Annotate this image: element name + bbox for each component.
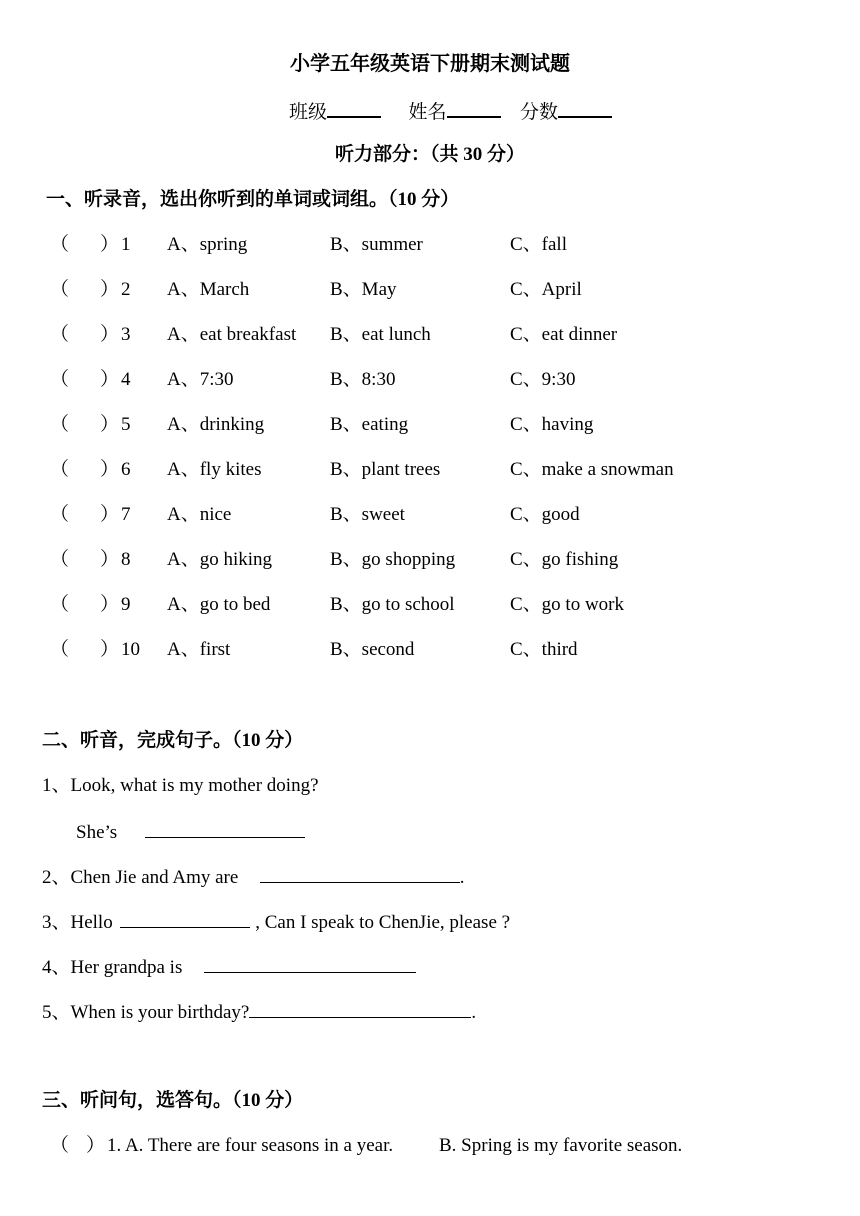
- class-label: 班级: [289, 102, 328, 123]
- section3-heading: 三、听问句，选答句。（10 分）: [42, 1090, 304, 1111]
- section3-q1-paren[interactable]: （: [50, 1135, 70, 1156]
- section1-heading: 一、听录音，选出你听到的单词或词组。（10 分）: [46, 189, 460, 210]
- option-b: B、go to school: [330, 594, 455, 615]
- section3-q1-text: 1. A. There are four seasons in a year.: [107, 1135, 394, 1156]
- option-b: B、eating: [330, 414, 409, 435]
- option-c: C、go fishing: [510, 549, 619, 570]
- question-number: 9: [121, 594, 131, 615]
- option-a: A、first: [167, 639, 231, 660]
- answer-paren[interactable]: （: [50, 369, 70, 390]
- question-number: 3: [121, 324, 131, 345]
- question-row: [0, 323, 860, 349]
- answer-paren-close: ）: [100, 414, 120, 435]
- answer-paren[interactable]: （: [50, 459, 70, 480]
- q4-text: 4、Her grandpa is: [42, 957, 183, 978]
- answer-paren-close: ）: [100, 234, 120, 255]
- answer-paren[interactable]: （: [50, 504, 70, 525]
- name-label: 姓名: [408, 102, 447, 123]
- option-b: B、summer: [330, 234, 423, 255]
- option-b: B、sweet: [330, 504, 405, 525]
- name-blank[interactable]: [447, 98, 501, 118]
- option-a: A、nice: [167, 504, 232, 525]
- section3-q1-option-b: B. Spring is my favorite season.: [439, 1135, 683, 1156]
- answer-paren[interactable]: （: [50, 594, 70, 615]
- option-c: C、make a snowman: [510, 459, 674, 480]
- answer-paren-close: ）: [100, 504, 120, 525]
- page-title: 小学五年级英语下册期末测试题: [290, 53, 570, 75]
- option-c: C、having: [510, 414, 594, 435]
- option-a: A、spring: [167, 234, 248, 255]
- section2-q1: 1、Look, what is my mother doing?: [42, 775, 319, 796]
- option-a: A、go hiking: [167, 549, 273, 570]
- option-c: C、eat dinner: [510, 324, 618, 345]
- option-b: B、second: [330, 639, 415, 660]
- answer-paren-close: ）: [100, 279, 120, 300]
- student-info: [289, 98, 612, 125]
- question-row: [0, 413, 860, 439]
- answer-paren-close: ）: [100, 369, 120, 390]
- answer-paren[interactable]: （: [50, 234, 70, 255]
- q3-blank[interactable]: [120, 909, 250, 928]
- option-b: B、go shopping: [330, 549, 456, 570]
- question-number: 7: [121, 504, 131, 525]
- q3-suffix: , Can I speak to ChenJie, please ?: [255, 912, 511, 933]
- option-a: A、March: [167, 279, 250, 300]
- question-number: 6: [121, 459, 131, 480]
- score-label: 分数: [520, 102, 559, 123]
- question-row: [0, 233, 860, 259]
- section2-q1-answer: [76, 819, 305, 845]
- section3-q1: [0, 1134, 860, 1160]
- answer-paren-close: ）: [100, 639, 120, 660]
- answer-paren[interactable]: （: [50, 279, 70, 300]
- option-c: C、April: [510, 279, 582, 300]
- section3-q1-close: ）: [86, 1135, 106, 1156]
- answer-paren-close: ）: [100, 594, 120, 615]
- option-a: A、go to bed: [167, 594, 271, 615]
- option-b: B、eat lunch: [330, 324, 431, 345]
- answer-paren[interactable]: （: [50, 549, 70, 570]
- section2-q5: [42, 999, 476, 1025]
- option-a: A、fly kites: [167, 459, 262, 480]
- option-b: B、May: [330, 279, 397, 300]
- option-c: C、good: [510, 504, 580, 525]
- option-b: B、8:30: [330, 369, 396, 390]
- answer-paren-close: ）: [100, 549, 120, 570]
- q2-text: 2、Chen Jie and Amy are: [42, 867, 239, 888]
- section2-q3: [42, 909, 510, 935]
- question-row: [0, 278, 860, 304]
- section2-q4: [42, 954, 416, 980]
- answer-paren-close: ）: [100, 459, 120, 480]
- question-number: 5: [121, 414, 131, 435]
- question-number: 4: [121, 369, 131, 390]
- question-number: 10: [121, 639, 140, 660]
- q5-text: 5、When is your birthday?: [42, 1002, 250, 1023]
- option-c: C、fall: [510, 234, 567, 255]
- q1-answer-blank[interactable]: [145, 819, 305, 838]
- q5-blank[interactable]: [249, 999, 471, 1018]
- option-a: A、drinking: [167, 414, 265, 435]
- question-row: [0, 593, 860, 619]
- answer-paren[interactable]: （: [50, 639, 70, 660]
- listening-header: 听力部分：（共 30 分）: [334, 144, 525, 165]
- q2-blank[interactable]: [260, 864, 460, 883]
- option-b: B、plant trees: [330, 459, 441, 480]
- class-blank[interactable]: [327, 98, 381, 118]
- question-row: [0, 503, 860, 529]
- question-row: [0, 638, 860, 664]
- option-c: C、third: [510, 639, 578, 660]
- q2-suffix: .: [459, 867, 465, 888]
- section2-q2: [42, 864, 465, 890]
- answer-paren[interactable]: （: [50, 324, 70, 345]
- answer-paren-close: ）: [100, 324, 120, 345]
- option-c: C、go to work: [510, 594, 625, 615]
- question-number: 2: [121, 279, 131, 300]
- question-row: [0, 548, 860, 574]
- question-row: [0, 368, 860, 394]
- q4-blank[interactable]: [204, 954, 416, 973]
- option-a: A、7:30: [167, 369, 234, 390]
- q1-answer-prefix: She’s: [76, 822, 118, 843]
- option-c: C、9:30: [510, 369, 576, 390]
- q5-suffix: .: [471, 1002, 477, 1023]
- question-number: 1: [121, 234, 131, 255]
- question-row: [0, 458, 860, 484]
- answer-paren[interactable]: （: [50, 414, 70, 435]
- score-blank[interactable]: [558, 98, 612, 118]
- option-a: A、eat breakfast: [167, 324, 297, 345]
- section2-heading: 二、听音，完成句子。（10 分）: [42, 730, 304, 751]
- q3-prefix: 3、Hello: [42, 912, 113, 933]
- question-number: 8: [121, 549, 131, 570]
